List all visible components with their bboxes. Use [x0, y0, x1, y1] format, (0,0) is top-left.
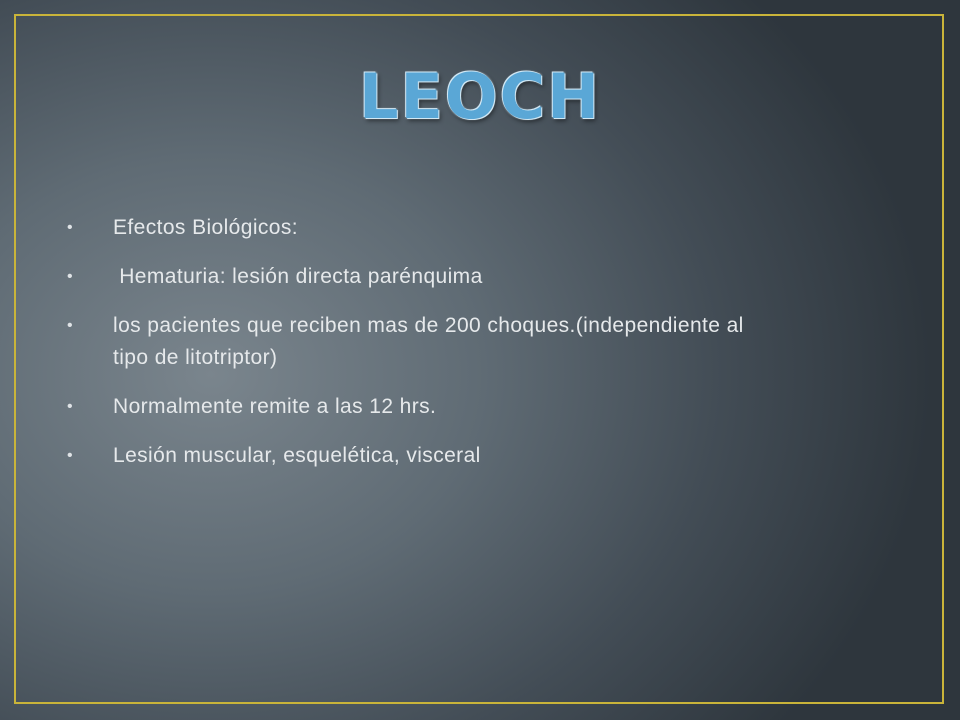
bullet-text: Hematuria: lesión directa parénquima: [113, 265, 483, 288]
bullet-dot-icon: •: [66, 447, 73, 464]
slide-title: LEOCH: [359, 60, 601, 133]
bullet-item: [60, 261, 760, 293]
bullet-text: Efectos Biológicos:: [113, 216, 299, 239]
bullet-dot-icon: •: [66, 219, 73, 236]
bullet-dot-icon: •: [66, 268, 73, 285]
bullet-dot-icon: •: [66, 317, 73, 334]
bullet-text: Normalmente remite a las 12 hrs.: [113, 395, 437, 418]
bullet-item: [60, 212, 760, 244]
bullet-text: Lesión muscular, esquelética, visceral: [113, 444, 481, 467]
bullet-item: [60, 391, 760, 423]
bullet-dot-icon: •: [66, 398, 73, 415]
bullet-list: [60, 212, 760, 489]
bullet-text: los pacientes que reciben mas de 200 choques.(independiente al tipo de litotriptor): [113, 314, 744, 369]
bullet-item: [60, 440, 760, 472]
bullet-item: [60, 310, 760, 374]
